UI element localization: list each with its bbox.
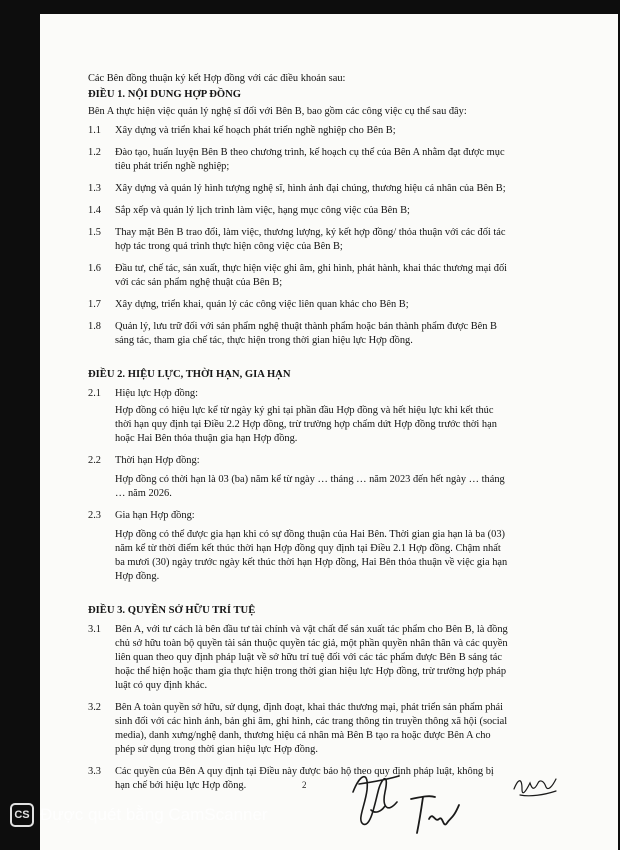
article-3-heading: ĐIỀU 3. QUYỀN SỞ HỮU TRÍ TUỆ (88, 605, 256, 616)
camscanner-logo: CS (10, 803, 34, 827)
document-page (40, 14, 618, 850)
clause-1-2: 1.2 Đào tạo, huấn luyện Bên B theo chương trình, kế hoạch cụ thể của Bên A nhằm đạt được mục tiêu phát triển nghề nghiệp; (88, 147, 505, 172)
camscanner-watermark (10, 803, 268, 827)
signature-left-icon (345, 762, 405, 832)
contract-text (88, 72, 588, 793)
clause-3-3: 3.3 Các quyền của Bên A quy định tại Điều này được bảo hộ theo quy định pháp luật, không bị hạn chế bởi hiệu lực Hợp đồng. (88, 766, 494, 791)
clause-2-1-body: Hợp đồng có hiệu lực kể từ ngày ký ghi tại phần đầu Hợp đồng và hết hiệu lực khi kết thúc thời hạn quy định tại Điều 2.2 Hợp đồng, trừ trường hợp chấm dứt Hợp đồng trước thời hạn hoặc Hai Bên thỏa thuận gia hạn Hợp đồng. (115, 405, 497, 444)
clause-3-2: 3.2 Bên A toàn quyền sở hữu, sử dụng, định đoạt, khai thác thương mại, phát triển sản phẩm phái sinh đối với các hình ảnh, bản ghi âm, ghi hình, các trang thông tin truyền thông xã hội (social media), danh xưng/nghệ danh, thương hiệu cá nhân mà Bên B tạo ra hoặc được Bên A cho phép sử dụng trong thời gian hiệu lực Hợp đồng. (88, 702, 508, 755)
page-number: 2 (302, 780, 307, 790)
clause-2-1: 2.1 Hiệu lực Hợp đồng: (88, 388, 198, 399)
clause-2-3: 2.3 Gia hạn Hợp đồng: (88, 510, 195, 521)
clause-1-8: 1.8 Quản lý, lưu trữ đối với sản phẩm nghệ thuật thành phẩm hoặc bán thành phẩm được Bên B sáng tác, tham gia chế tác, thực hiện trong thời gian hiệu lực Hợp đồng. (88, 321, 497, 346)
article-1-heading: ĐIỀU 1. NỘI DUNG HỢP ĐỒNG (88, 89, 242, 100)
article-1-lead: Bên A thực hiện việc quản lý nghệ sĩ đối với Bên B, bao gồm các công việc cụ thể sau đây: (88, 106, 467, 117)
clause-1-6: 1.6 Đầu tư, chế tác, sản xuất, thực hiện việc ghi âm, ghi hình, phát hành, khai thác thương mại đối với các sản phẩm nghệ thuật của Bên B; (88, 263, 508, 288)
intro-text: Các Bên đồng thuận ký kết Hợp đồng với các điều khoản sau: (88, 73, 346, 84)
clause-1-4: 1.4 Sắp xếp và quản lý lịch trình làm việc, hạng mục công việc của Bên B; (88, 205, 410, 216)
clause-2-2-body: Hợp đồng có thời hạn là 03 (ba) năm kể từ ngày … tháng … năm 2023 đến hết ngày … tháng … năm 2026. (115, 474, 505, 499)
clause-1-1: 1.1 Xây dựng và triển khai kế hoạch phát triển nghề nghiệp cho Bên B; (88, 125, 396, 136)
clause-2-3-body: Hợp đồng có thể được gia hạn khi có sự đồng thuận của Hai Bên. Thời gian gia hạn là ba (03) năm kể từ thời điểm kết thúc thời hạn Hợp đồng quy định tại Điều 2.1 Hợp đồng. Chậm nhất ba mươi (30) ngày trước ngày kết thúc thời hạn Hợp đồng, Hai Bên thỏa thuận về việc gia hạn Hợp đồng. (115, 529, 508, 582)
clause-2-2: 2.2 Thời hạn Hợp đồng: (88, 455, 200, 466)
clause-1-3: 1.3 Xây dựng và quản lý hình tượng nghệ sĩ, hình ảnh đại chúng, thương hiệu cá nhân của Bên B; (88, 183, 506, 194)
clause-3-1: 3.1 Bên A, với tư cách là bên đầu tư tài chính và vật chất để sản xuất tác phẩm cho Bên B, là đồng chủ sở hữu toàn bộ quyền tài sản thuộc quyền tác giả, một phần quyền nhân thân và các quyền liên quan theo quy định pháp luật về sở hữu trí tuệ đối với các tác phẩm được Bên B sáng tác hoặc thể hiện hoặc tham gia thực hiện trong thời gian hiệu lực Hợp đồng, trừ trường hợp pháp luật có quy định khác. (88, 624, 508, 691)
clause-1-7: 1.7 Xây dựng, triển khai, quản lý các công việc liên quan khác cho Bên B; (88, 299, 409, 310)
camscanner-text: Được quét bằng CamScanner (40, 805, 268, 824)
signature-right-icon (510, 769, 560, 803)
article-2-heading: ĐIỀU 2. HIỆU LỰC, THỜI HẠN, GIA HẠN (88, 369, 291, 380)
signature-middle-icon (405, 789, 465, 839)
clause-1-5: 1.5 Thay mặt Bên B trao đổi, làm việc, thương lượng, ký kết hợp đồng/ thỏa thuận với các đối tác hợp tác trong quá trình thực hiện công việc của Bên B; (88, 227, 506, 252)
